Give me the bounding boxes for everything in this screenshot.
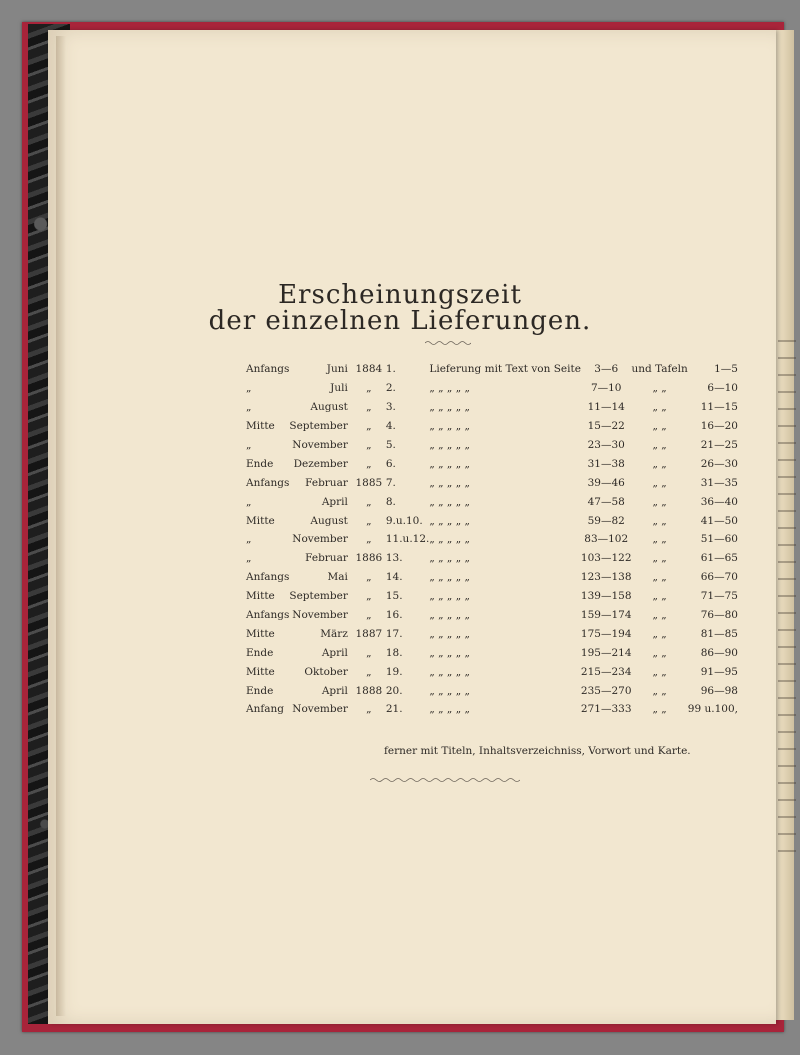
row-month: Oktober xyxy=(304,665,348,678)
row-when: „ xyxy=(246,495,252,508)
row-month: August xyxy=(310,514,348,527)
table-row xyxy=(246,436,738,455)
row-when: Mitte xyxy=(246,627,275,640)
row-text-pages: 123—138 xyxy=(580,571,632,584)
row-text-pages: 47—58 xyxy=(587,495,625,508)
table-row xyxy=(246,681,738,700)
table-row xyxy=(246,587,738,606)
row-description: „ „ „ „ „ xyxy=(429,476,470,489)
row-description: „ „ „ „ „ xyxy=(429,552,470,565)
row-description: „ „ „ „ „ xyxy=(429,401,470,414)
table-row xyxy=(246,662,738,681)
row-when: Ende xyxy=(246,684,274,697)
row-plates: 71—75 xyxy=(700,590,738,603)
row-plates: 76—80 xyxy=(700,609,738,622)
row-description: „ „ „ „ „ xyxy=(429,646,470,659)
row-month: März xyxy=(320,627,348,640)
row-when: „ xyxy=(246,552,252,565)
row-year: „ xyxy=(366,401,372,414)
row-delivery-number: 2. xyxy=(385,382,396,395)
row-when: „ xyxy=(246,439,252,451)
row-plates: 11—15 xyxy=(700,401,738,414)
row-plates: 16—20 xyxy=(700,420,738,433)
row-delivery-number: 21. xyxy=(385,703,403,716)
row-text-pages: 271—333 xyxy=(580,703,632,716)
row-year: „ xyxy=(366,420,372,433)
row-description: „ „ „ „ „ xyxy=(429,420,470,433)
row-delivery-number: 15. xyxy=(385,590,403,603)
row-year: 1886 xyxy=(355,552,383,565)
table-row xyxy=(246,379,738,398)
row-year: „ xyxy=(366,609,372,622)
row-delivery-number: 16. xyxy=(385,609,403,622)
row-text-pages: 23—30 xyxy=(587,439,625,451)
row-text-pages: 215—234 xyxy=(580,665,632,678)
row-when: „ xyxy=(246,382,252,395)
page-subtitle: der einzelnen Lieferungen. xyxy=(208,306,592,336)
row-month: September xyxy=(289,590,348,603)
row-year: „ xyxy=(366,514,372,527)
row-description: „ „ „ „ „ xyxy=(429,684,470,697)
row-description: „ „ „ „ „ xyxy=(429,703,470,716)
row-text-pages: 39—46 xyxy=(587,476,625,489)
table-row xyxy=(246,360,738,379)
row-plates: 26—30 xyxy=(700,457,738,470)
row-text-pages: 59—82 xyxy=(587,514,625,527)
row-plates: 51—60 xyxy=(700,533,738,546)
row-plates-label: „ „ xyxy=(652,401,667,414)
row-text-pages: 175—194 xyxy=(580,627,632,640)
row-text-pages: 159—174 xyxy=(580,609,632,622)
row-text-pages: 11—14 xyxy=(587,401,625,414)
row-delivery-number: 5. xyxy=(385,439,396,451)
row-delivery-number: 8. xyxy=(385,495,396,508)
row-delivery-number: 3. xyxy=(385,401,396,414)
row-description: „ „ „ „ „ xyxy=(429,533,470,546)
row-plates-label: „ „ xyxy=(652,457,667,470)
row-text-pages: 15—22 xyxy=(587,420,625,433)
row-when: Mitte xyxy=(246,665,275,678)
row-description: „ „ „ „ „ xyxy=(429,439,470,451)
row-description: „ „ „ „ „ xyxy=(429,590,470,603)
row-when: „ xyxy=(246,401,252,414)
row-plates: 86—90 xyxy=(700,646,738,659)
row-month: November xyxy=(292,439,348,451)
row-plates-label: „ „ xyxy=(652,495,667,508)
row-year: 1884 xyxy=(355,363,383,376)
row-plates: 81—85 xyxy=(700,627,738,640)
row-plates-label: „ „ xyxy=(652,590,667,603)
row-plates-label: „ „ xyxy=(652,627,667,640)
table-row xyxy=(246,530,738,549)
row-when: Anfangs xyxy=(246,609,290,622)
row-delivery-number: 19. xyxy=(385,665,403,678)
table-footnote: ferner mit Titeln, Inhaltsverzeichniss, Vorwort und Karte. xyxy=(384,745,691,757)
row-text-pages: 103—122 xyxy=(580,552,632,565)
row-when: Ende xyxy=(246,646,274,659)
row-plates-label: „ „ xyxy=(652,533,667,546)
row-plates-label: und Tafeln xyxy=(631,363,688,376)
row-month: September xyxy=(289,420,348,433)
row-plates-label: „ „ xyxy=(652,476,667,489)
row-year: „ xyxy=(366,703,372,716)
row-month: April xyxy=(321,646,348,659)
row-year: „ xyxy=(366,382,372,395)
row-plates-label: „ „ xyxy=(652,665,667,678)
row-delivery-number: 7. xyxy=(385,476,396,489)
table-row xyxy=(246,454,738,473)
row-month: November xyxy=(292,703,348,716)
row-description: „ „ „ „ „ xyxy=(429,514,470,527)
row-month: Dezember xyxy=(293,457,348,470)
row-year: 1888 xyxy=(355,684,383,697)
row-delivery-number: 4. xyxy=(385,420,396,433)
row-month: Februar xyxy=(305,476,348,489)
table-row xyxy=(246,473,738,492)
table-row xyxy=(246,643,738,662)
row-text-pages: 235—270 xyxy=(580,684,632,697)
row-plates: 1—5 xyxy=(714,363,738,376)
row-plates-label: „ „ xyxy=(652,420,667,433)
row-text-pages: 83—102 xyxy=(584,533,629,546)
row-delivery-number: 9.u.10. xyxy=(385,514,423,527)
row-when: Ende xyxy=(246,457,274,470)
row-month: Juni xyxy=(326,363,348,376)
row-year: „ xyxy=(366,495,372,508)
row-text-pages: 7—10 xyxy=(590,382,622,395)
row-plates-label: „ „ xyxy=(652,514,667,527)
row-plates-label: „ „ xyxy=(652,609,667,622)
row-plates-label: „ „ xyxy=(652,552,667,565)
row-delivery-number: 13. xyxy=(385,552,403,565)
row-description: Lieferung mit Text von Seite xyxy=(429,363,581,376)
row-plates: 6—10 xyxy=(707,382,738,395)
row-description: „ „ „ „ „ xyxy=(429,665,470,678)
row-plates: 21—25 xyxy=(700,439,738,451)
row-delivery-number: 14. xyxy=(385,571,403,584)
row-text-pages: 31—38 xyxy=(587,457,625,470)
row-delivery-number: 20. xyxy=(385,684,403,697)
row-month: Juli xyxy=(330,382,348,395)
row-plates-label: „ „ xyxy=(652,703,667,716)
row-when: „ xyxy=(246,533,252,546)
row-month: November xyxy=(292,609,348,622)
row-text-pages: 195—214 xyxy=(580,646,632,659)
row-when: Mitte xyxy=(246,420,275,433)
row-when: Anfangs xyxy=(246,363,290,376)
row-description: „ „ „ „ „ xyxy=(429,495,470,508)
row-delivery-number: 11.u.12. xyxy=(385,533,430,546)
table-row xyxy=(246,417,738,436)
row-month: Mai xyxy=(327,571,348,584)
row-year: „ xyxy=(366,665,372,678)
table-row xyxy=(246,568,738,587)
delivery-schedule-table xyxy=(246,360,738,719)
row-text-pages: 3—6 xyxy=(594,363,619,376)
row-plates-label: „ „ xyxy=(652,571,667,584)
row-when: Anfangs xyxy=(246,476,290,489)
row-plates: 99 u.100, xyxy=(687,703,738,716)
row-month: April xyxy=(321,684,348,697)
row-text-pages: 139—158 xyxy=(580,590,632,603)
row-delivery-number: 18. xyxy=(385,646,403,659)
row-plates-label: „ „ xyxy=(652,439,667,451)
page-gutter-shadow xyxy=(56,36,66,1016)
table-row xyxy=(246,624,738,643)
table-row xyxy=(246,606,738,625)
row-delivery-number: 1. xyxy=(385,363,396,376)
row-plates: 31—35 xyxy=(700,476,738,489)
row-plates: 36—40 xyxy=(700,495,738,508)
row-when: Mitte xyxy=(246,514,275,527)
row-year: „ xyxy=(366,457,372,470)
row-description: „ „ „ „ „ xyxy=(429,571,470,584)
table-row xyxy=(246,549,738,568)
row-when: Anfang xyxy=(246,703,284,716)
facing-page-text-lines xyxy=(778,340,796,860)
row-month: November xyxy=(292,533,348,546)
row-plates-label: „ „ xyxy=(652,646,667,659)
row-plates: 41—50 xyxy=(700,514,738,527)
row-description: „ „ „ „ „ xyxy=(429,457,470,470)
row-plates-label: „ „ xyxy=(652,684,667,697)
table-row xyxy=(246,492,738,511)
row-year: 1887 xyxy=(355,627,383,640)
row-when: Mitte xyxy=(246,590,275,603)
row-year: „ xyxy=(366,533,372,546)
row-description: „ „ „ „ „ xyxy=(429,382,470,395)
row-delivery-number: 6. xyxy=(385,457,396,470)
row-year: „ xyxy=(366,571,372,584)
row-month: April xyxy=(321,495,348,508)
row-plates-label: „ „ xyxy=(652,382,667,395)
row-description: „ „ „ „ „ xyxy=(429,627,470,640)
row-month: Februar xyxy=(305,552,348,565)
row-year: „ xyxy=(366,646,372,659)
ornament-divider-large xyxy=(370,776,520,784)
table-row xyxy=(246,511,738,530)
row-when: Anfangs xyxy=(246,571,290,584)
table-row xyxy=(246,700,738,719)
row-year: „ xyxy=(366,439,372,451)
row-plates: 61—65 xyxy=(700,552,738,565)
table-row xyxy=(246,398,738,417)
row-plates: 96—98 xyxy=(700,684,738,697)
row-year: 1885 xyxy=(355,476,383,489)
row-year: „ xyxy=(366,590,372,603)
row-plates: 66—70 xyxy=(700,571,738,584)
page-title: Erscheinungszeit xyxy=(278,280,522,310)
ornament-divider-small xyxy=(425,340,471,346)
row-plates: 91—95 xyxy=(700,665,738,678)
row-description: „ „ „ „ „ xyxy=(429,609,470,622)
row-month: August xyxy=(310,401,348,414)
row-delivery-number: 17. xyxy=(385,627,403,640)
